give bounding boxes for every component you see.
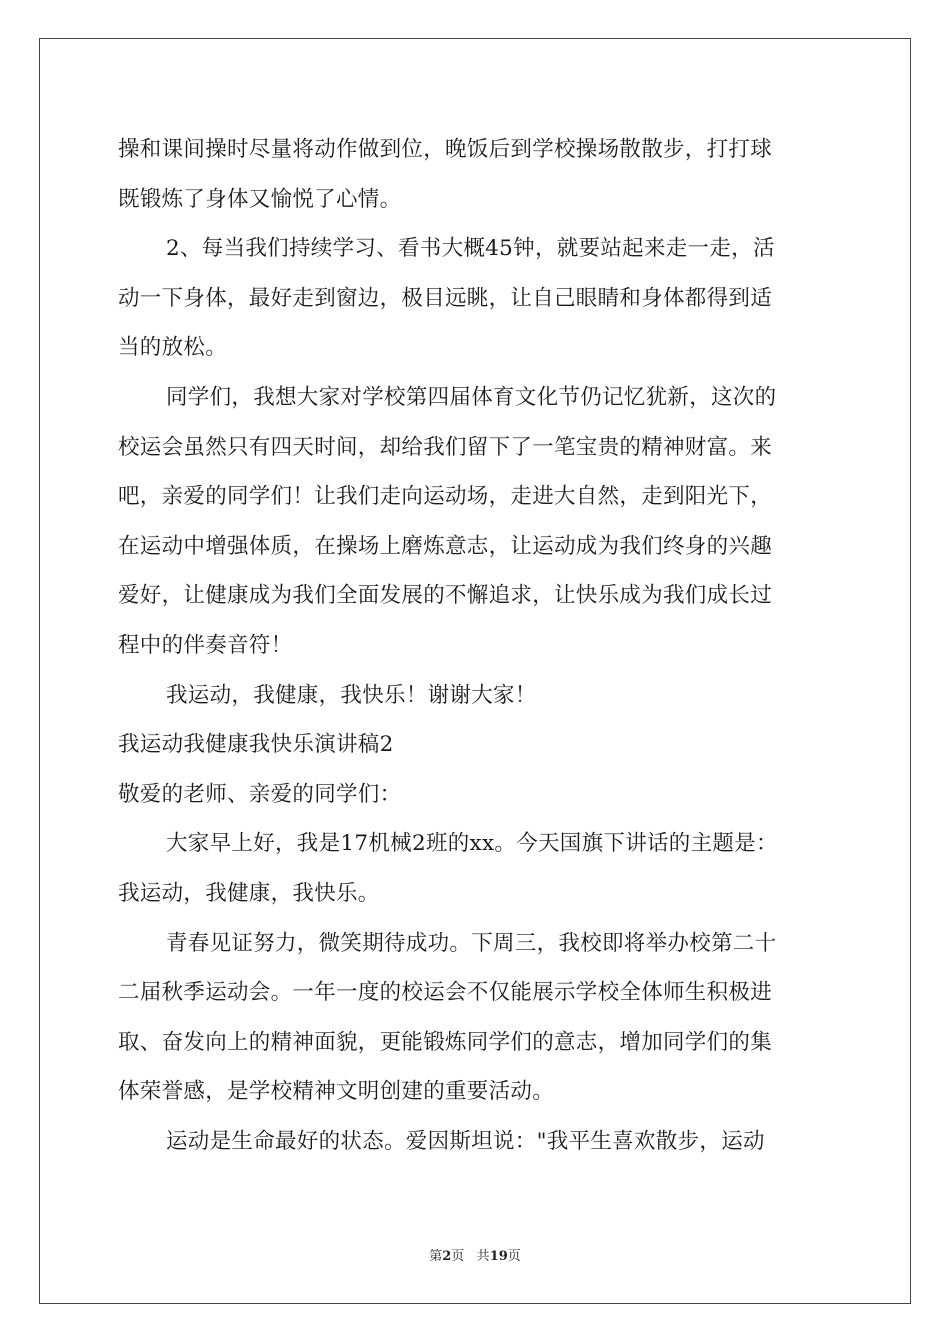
text-line: 青春见证努力，微笑期待成功。下周三，我校即将举办校第二十	[166, 930, 777, 956]
text-line: 既锻炼了身体又愉悦了心情。	[118, 186, 402, 212]
text-line: 我运动，我健康，我快乐。	[118, 880, 380, 906]
text-line: 程中的伴奏音符！	[118, 632, 293, 658]
text-line: 我运动，我健康，我快乐！谢谢大家！	[166, 682, 537, 708]
total-prefix: 共	[476, 1249, 490, 1264]
text-line: 同学们，我想大家对学校第四届体育文化节仍记忆犹新，这次的	[166, 384, 777, 410]
text-line: 操和课间操时尽量将动作做到位，晚饭后到学校操场散散步，打打球	[118, 137, 773, 162]
salutation: 敬爱的老师、亲爱的同学们：	[118, 781, 402, 807]
text-line: 二届秋季运动会。一年一度的校运会不仅能展示学校全体师生积极进	[118, 980, 773, 1006]
page-footer	[0, 1248, 950, 1266]
text-line: 动一下身体，最好走到窗边，极目远眺，让自己眼睛和身体都得到适	[118, 285, 773, 311]
page-number: 2	[442, 1249, 452, 1264]
text-line: 体荣誉感，是学校精神文明创建的重要活动。	[118, 1079, 555, 1105]
text-line: 运动是生命最好的状态。爱因斯坦说："我平生喜欢散步，运动	[166, 1128, 765, 1154]
document-body	[118, 125, 838, 1166]
section-title: 我运动我健康我快乐演讲稿2	[118, 732, 394, 758]
text-line: 大家早上好，我是17机械2班的xx。今天国旗下讲话的主题是：	[166, 831, 778, 857]
text-line: 在运动中增强体质，在操场上磨炼意志，让运动成为我们终身的兴趣	[118, 533, 773, 559]
page-suffix: 页	[451, 1249, 465, 1264]
text-line: 爱好，让健康成为我们全面发展的不懈追求，让快乐成为我们成长过	[118, 583, 773, 609]
text-line: 当的放松。	[118, 335, 228, 361]
total-pages: 19	[489, 1249, 508, 1264]
text-line: 吧，亲爱的同学们！让我们走向运动场，走进大自然，走到阳光下，	[118, 484, 773, 510]
text-line: 校运会虽然只有四天时间，却给我们留下了一笔宝贵的精神财富。来	[118, 434, 773, 460]
page-prefix: 第	[429, 1249, 443, 1264]
text-line: 取、奋发向上的精神面貌，更能锻炼同学们的意志，增加同学们的集	[118, 1029, 773, 1055]
total-suffix: 页	[507, 1249, 521, 1264]
text-line: 2、每当我们持续学习、看书大概45钟，就要站起来走一走，活	[166, 236, 775, 262]
